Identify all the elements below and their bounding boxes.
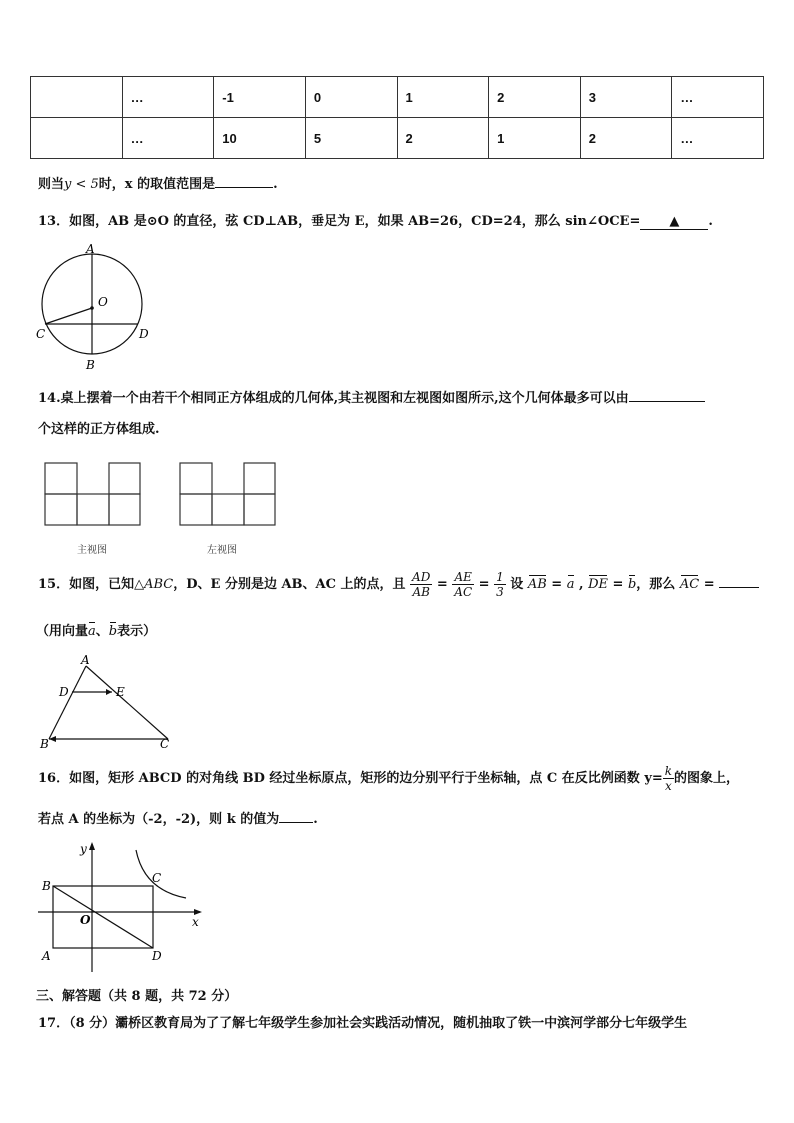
table-cell: …: [672, 118, 764, 159]
question-15-line2: （用向量a、b表示）: [36, 624, 157, 639]
label-o: O: [98, 295, 108, 309]
answer-blank: ▲: [640, 214, 708, 230]
coordinate-figure: [34, 838, 209, 978]
label-b: B: [42, 879, 51, 893]
question-15: 15．如图，已知△ABC，D、E 分别是边 AB、AC 上的点，且 $\frac{AD}{AB}$ = $\frac{AE}{AC}$ = $\frac{1}{3}$ 设 AB = a , DE = b，那么 AC =: [38, 570, 759, 599]
caption-front-view: 主视图: [77, 545, 107, 556]
label-e: E: [116, 685, 125, 699]
question-13: 13．如图，AB 是⊙O 的直径，弦 CD⊥AB，垂足为 E，如果 AB=26，CD=24，那么 sin∠OCE= ▲ .: [38, 214, 713, 229]
fraction-ae-ac: $\frac{AE}{AC}$: [454, 570, 473, 599]
label-c: C: [36, 327, 46, 341]
vector-b: b: [627, 577, 637, 592]
table-cell: [31, 77, 123, 118]
label-b: B: [86, 358, 95, 372]
fraction-k-over-x: $\frac{k}{x}$: [664, 764, 673, 793]
table-row: [31, 77, 764, 118]
label-b: B: [40, 737, 49, 751]
q12-tail-line: 则当y < 5时，x 的取值范围是 .: [38, 177, 278, 192]
caption-left-view: 左视图: [207, 545, 237, 556]
label-c: C: [152, 871, 162, 885]
table-cell: 1: [489, 118, 581, 159]
table-row: [31, 118, 764, 159]
answer-blank: [279, 822, 313, 823]
value-table: [30, 76, 764, 159]
triangle-figure: [36, 652, 181, 752]
question-17: 17．（8 分）灞桥区教育局为了了解七年级学生参加社会实践活动情况，随机抽取了铁一中滨河学部分七年级学生: [38, 1016, 688, 1031]
answer-blank: [215, 187, 273, 188]
table-cell: 2: [489, 77, 581, 118]
table-cell: -1: [214, 77, 306, 118]
question-14: 14.桌上摆着一个由若干个相同正方体组成的几何体,其主视图和左视图如图所示,这个几何体最多可以由: [38, 387, 705, 406]
table-cell: 10: [214, 118, 306, 159]
label-x: x: [192, 915, 199, 929]
table-cell: 0: [305, 77, 397, 118]
label-a: A: [42, 949, 51, 963]
segment-oc: [45, 308, 92, 324]
table-cell: …: [122, 77, 214, 118]
table-cell: [31, 118, 123, 159]
question-14-line2: 个这样的正方体组成.: [38, 422, 160, 437]
label-d: D: [139, 327, 149, 341]
fraction-one-third: $\frac{1}{3}$: [496, 570, 504, 599]
label-d: D: [152, 949, 162, 963]
label-c: C: [160, 737, 170, 751]
table-cell: 1: [397, 77, 489, 118]
label-a: A: [81, 653, 90, 667]
vector-de: DE: [588, 577, 608, 592]
arrow-de: [106, 689, 112, 695]
vector-a: a: [566, 577, 575, 592]
table-cell: …: [672, 77, 764, 118]
vector-ab: AB: [527, 577, 547, 592]
label-y: y: [80, 842, 87, 856]
left-view-figure: [179, 461, 279, 527]
label-o: O: [80, 913, 91, 927]
section-heading: 三、解答题（共 8 题，共 72 分）: [36, 989, 238, 1004]
fraction-ad-ab: $\frac{AD}{AB}$: [412, 570, 431, 599]
question-16: 16．如图，矩形 ABCD 的对角线 BD 经过坐标原点，矩形的边分别平行于坐标轴，点 C 在反比例函数 y= $\frac{k}{x}$ 的图象上，: [38, 764, 740, 793]
vector-ac: AC: [679, 577, 700, 592]
circle-figure: [30, 240, 160, 375]
table-cell: 2: [397, 118, 489, 159]
table-cell: …: [122, 118, 214, 159]
label-a: A: [86, 242, 95, 256]
center-point: [90, 306, 94, 310]
front-view-figure: [44, 461, 144, 527]
table-cell: 5: [305, 118, 397, 159]
answer-blank: [629, 401, 705, 402]
y-axis-arrow: [89, 842, 95, 850]
question-16-line2: 若点 A 的坐标为（-2，-2)，则 k 的值为 .: [38, 812, 318, 827]
diagonal-bd: [53, 886, 153, 948]
table-cell: 2: [580, 118, 672, 159]
label-d: D: [59, 685, 69, 699]
answer-blank: [719, 587, 759, 588]
table-cell: 3: [580, 77, 672, 118]
